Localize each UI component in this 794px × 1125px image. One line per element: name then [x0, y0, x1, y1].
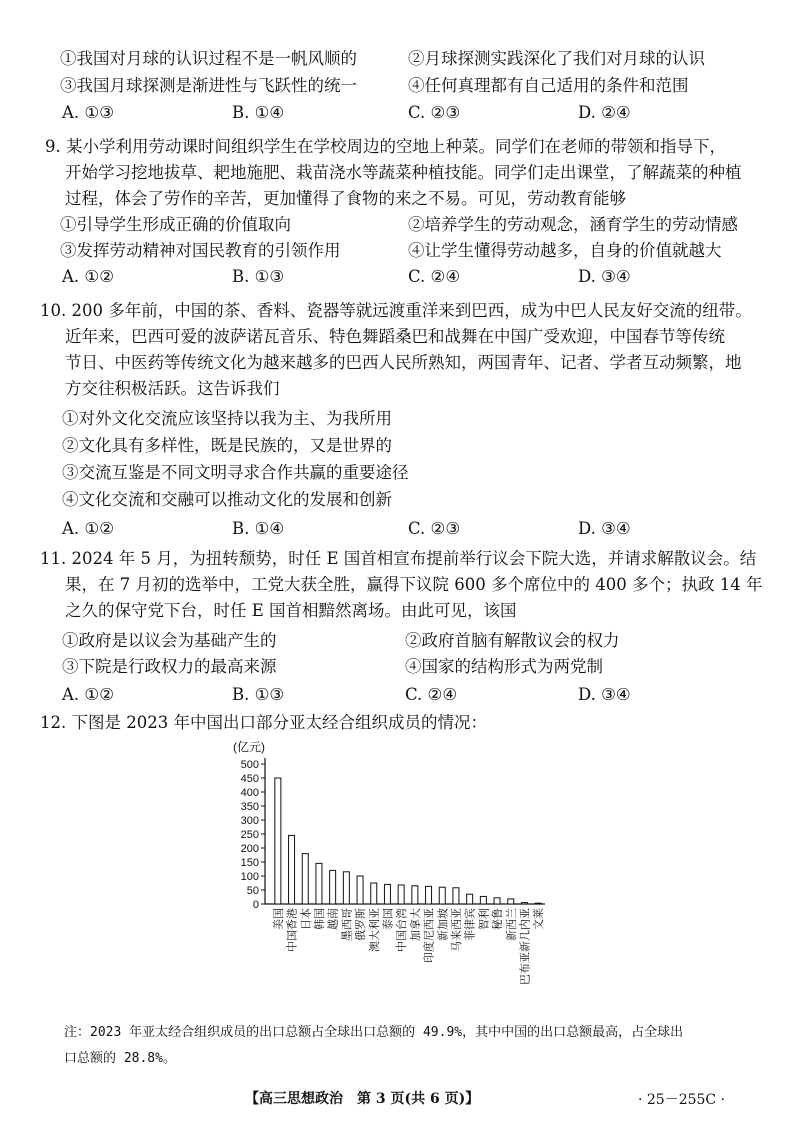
- y-tick-label: 400: [240, 787, 259, 799]
- y-tick-label: 300: [240, 815, 259, 827]
- y-tick-label: 50: [246, 885, 259, 897]
- y-tick-label: 350: [240, 801, 259, 813]
- q9-statement-1: ①引导学生形成正确的价值取向: [60, 215, 291, 234]
- q9-choice-a: A. ①②: [62, 267, 114, 286]
- x-tick-label: 菲律宾: [464, 908, 477, 941]
- q10-statement-1: ①对外文化交流应该坚持以我为主、为我所用: [62, 409, 392, 428]
- y-tick-label: 500: [240, 759, 259, 771]
- q9-stem-line-2: 开始学习挖地拔草、耙地施肥、栽苗浇水等蔬菜种植技能。同学们走出课堂，了解蔬菜的种植: [65, 163, 742, 182]
- bar-4: [316, 863, 322, 904]
- chart-note-line-2: 口总额的 28.8%。: [64, 1051, 176, 1066]
- q10-stem-line-2: 近年来，巴西可爱的波萨诺瓦音乐、特色舞蹈桑巴和战舞在中国广受欢迎，中国春节等传统: [65, 327, 725, 346]
- q9-statement-4: ④让学生懂得劳动越多，自身的价值就越大: [408, 241, 722, 260]
- bar-13: [439, 887, 445, 904]
- q9-statement-2: ②培养学生的劳动观念，涵育学生的劳动情感: [408, 215, 738, 234]
- x-tick-label: 智利: [478, 908, 491, 930]
- bar-19: [521, 903, 527, 904]
- chart-note-line-1: 注：2023 年亚太经合组织成员的出口总额占全球出口总额的 49.9%，其中中国的出口总额最高，占全球出: [64, 1025, 684, 1040]
- q11-statement-1: ①政府是以议会为基础产生的: [62, 631, 277, 650]
- q11-choice-c: C. ②④: [405, 685, 458, 704]
- q9-choice-c: C. ②④: [408, 267, 461, 286]
- q12-stem-line-1: 12. 下图是 2023 年中国出口部分亚太经合组织成员的情况：: [40, 713, 487, 732]
- q10-statement-2: ②文化具有多样性，既是民族的，又是世界的: [62, 436, 392, 455]
- x-tick-label: 新西兰: [505, 908, 518, 941]
- bar-1: [275, 778, 281, 904]
- bar-8: [371, 883, 377, 904]
- q11-stem-line-1: 11. 2024 年 5 月，为扭转颓势，时任 E 国首相宣布提前举行议会下院大选，并请求解散议会。结: [40, 549, 757, 568]
- y-tick-label: 150: [240, 857, 259, 869]
- q8-choice-a: A. ①③: [62, 103, 114, 122]
- x-tick-label: 加拿大: [409, 908, 422, 941]
- y-tick-label: 100: [240, 871, 259, 883]
- q10-stem-line-3: 节日、中医药等传统文化为越来越多的巴西人民所熟知，两国青年、记者、学者互动频繁，地: [65, 353, 742, 372]
- q10-statement-3: ③交流互鉴是不同文明寻求合作共赢的重要途径: [62, 463, 409, 482]
- y-axis-label: (亿元): [233, 740, 265, 754]
- q10-choice-d: D. ③④: [578, 519, 631, 538]
- q8-statement-1: ①我国对月球的认识过程不是一帆风顺的: [60, 49, 357, 68]
- y-tick-label: 0: [252, 899, 259, 911]
- q11-choice-a: A. ①②: [62, 685, 114, 704]
- bar-12: [426, 886, 432, 904]
- q9-choice-d: D. ③④: [578, 267, 631, 286]
- x-tick-label: 澳大利亚: [368, 908, 381, 952]
- bar-18: [508, 899, 514, 904]
- q9-choice-b: B. ①③: [232, 267, 285, 286]
- x-tick-label: 墨西哥: [341, 908, 354, 941]
- q10-choice-c: C. ②③: [408, 519, 461, 538]
- q8-choice-b: B. ①④: [232, 103, 285, 122]
- page-footer-center: 【高三思想政治 第 3 页(共 6 页)】: [245, 1091, 480, 1107]
- x-tick-label: 中国台湾: [396, 908, 409, 952]
- bar-15: [467, 894, 473, 904]
- q8-statement-3: ③我国月球探测是渐进性与飞跃性的统一: [60, 76, 357, 95]
- x-tick-label: 马来西亚: [450, 908, 463, 952]
- x-tick-label: 美国: [272, 908, 285, 930]
- x-tick-label: 越南: [327, 908, 340, 930]
- x-tick-label: 韩国: [313, 908, 326, 930]
- x-tick-label: 日本: [300, 908, 313, 930]
- page-footer-code: · 25－255C ·: [638, 1092, 726, 1108]
- y-tick-label: 200: [240, 843, 259, 855]
- q8-statement-4: ④任何真理都有自己适用的条件和范围: [408, 76, 689, 95]
- q8-choice-d: D. ②④: [578, 103, 631, 122]
- q10-statement-4: ④文化交流和交融可以推动文化的发展和创新: [62, 490, 392, 509]
- q10-stem-line-4: 方交往积极活跃。这告诉我们: [65, 379, 280, 398]
- bar-2: [289, 835, 295, 904]
- q9-stem-line-3: 过程，体会了劳作的辛苦，更加懂得了食物的来之不易。可见，劳动教育能够: [65, 189, 626, 208]
- q8-choice-c: C. ②③: [408, 103, 461, 122]
- q8-statement-2: ②月球探测实践深化了我们对月球的认识: [408, 49, 705, 68]
- bar-17: [494, 898, 500, 904]
- bar-11: [412, 886, 418, 904]
- q9-statement-3: ③发挥劳动精神对国民教育的引领作用: [60, 241, 341, 260]
- q10-choice-a: A. ①②: [62, 519, 114, 538]
- x-tick-label: 巴布亚新几内亚: [519, 908, 532, 985]
- x-tick-label: 俄罗斯: [355, 908, 368, 941]
- x-tick-label: 新加坡: [437, 908, 450, 941]
- q10-stem-line-1: 10. 200 多年前，中国的茶、香料、瓷器等就远渡重洋来到巴西，成为中巴人民友好交流的纽带。: [40, 301, 752, 320]
- q9-stem-line-1: 9. 某小学利用劳动课时间组织学生在学校周边的空地上种菜。同学们在老师的带领和指导下，: [45, 137, 726, 156]
- bar-14: [453, 888, 459, 904]
- bar-9: [384, 884, 390, 904]
- bar-16: [480, 896, 486, 904]
- x-tick-label: 秘鲁: [492, 908, 505, 930]
- x-tick-label: 泰国: [382, 908, 395, 930]
- q11-stem-line-3: 之久的保守党下台，时任 E 国首相黯然离场。由此可见，该国: [65, 601, 517, 620]
- bar-6: [343, 872, 349, 904]
- bar-20: [535, 903, 541, 904]
- export-bar-chart: [215, 735, 555, 1045]
- bar-7: [357, 876, 363, 904]
- y-tick-label: 250: [240, 829, 259, 841]
- q11-choice-d: D. ③④: [578, 685, 631, 704]
- y-tick-label: 450: [240, 773, 259, 785]
- bar-5: [330, 870, 336, 904]
- q10-choice-b: B. ①④: [232, 519, 285, 538]
- q11-stem-line-2: 果，在 7 月初的选举中，工党大获全胜，赢得下议院 600 多个席位中的 400 多个；执政 14 年: [65, 575, 763, 594]
- x-tick-label: 文莱: [533, 908, 546, 930]
- q11-statement-2: ②政府首脑有解散议会的权力: [405, 631, 620, 650]
- bar-10: [398, 885, 404, 904]
- q11-choice-b: B. ①③: [232, 685, 285, 704]
- bar-3: [302, 854, 308, 904]
- q11-statement-4: ④国家的结构形式为两党制: [405, 657, 603, 676]
- x-tick-label: 印度尼西亚: [423, 908, 436, 963]
- x-tick-label: 中国香港: [286, 908, 299, 952]
- q11-statement-3: ③下院是行政权力的最高来源: [62, 657, 277, 676]
